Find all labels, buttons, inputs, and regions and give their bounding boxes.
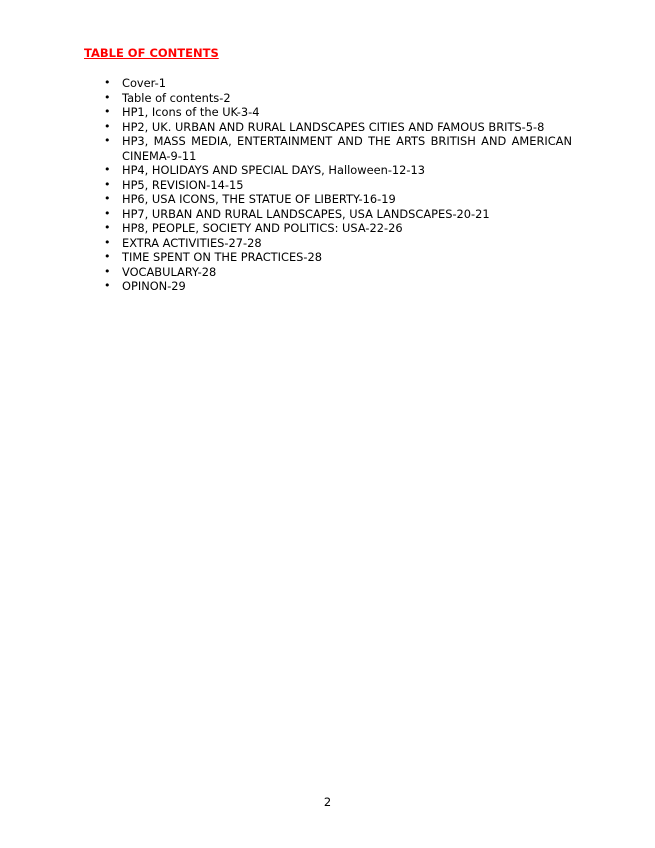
- toc-item: [104, 207, 572, 222]
- toc-item-text: HP7, URBAN AND RURAL LANDSCAPES, USA LANDSCAPES-20-21: [122, 206, 490, 221]
- toc-item: [104, 91, 572, 106]
- bullet-dot-icon: •: [104, 163, 111, 176]
- bullet-dot-icon: •: [104, 192, 111, 205]
- toc-item-text: HP3, MASS MEDIA, ENTERTAINMENT AND THE ARTS BRITISH AND AMERICAN CINEMA-9-11: [122, 134, 572, 163]
- toc-item: [104, 163, 572, 178]
- toc-item: [104, 236, 572, 251]
- toc-item: [104, 134, 572, 163]
- toc-item-text: TIME SPENT ON THE PRACTICES-28: [122, 250, 322, 264]
- toc-item-text: HP1, Icons of the UK-3-4: [122, 105, 260, 119]
- bullet-dot-icon: •: [104, 221, 111, 234]
- toc-item-text: HP6, USA ICONS, THE STATUE OF LIBERTY-16-19: [122, 192, 396, 206]
- toc-item: [104, 279, 572, 294]
- toc-item-text: HP8, PEOPLE, SOCIETY AND POLITICS: USA-22-26: [122, 221, 403, 235]
- toc-item: [104, 250, 572, 265]
- toc-item-text: Table of contents-2: [122, 90, 231, 105]
- toc-item-text: OPINON-29: [122, 279, 186, 293]
- toc-item-text: Cover-1: [122, 76, 166, 90]
- bullet-dot-icon: •: [104, 134, 111, 147]
- toc-item-text: EXTRA ACTIVITIES-27-28: [122, 235, 262, 250]
- bullet-dot-icon: •: [104, 235, 111, 249]
- bullet-dot-icon: •: [104, 105, 111, 118]
- bullet-dot-icon: •: [104, 206, 111, 220]
- page-number: 2: [323, 795, 332, 809]
- toc-heading: TABLE OF CONTENTS: [84, 46, 219, 60]
- toc-item: [104, 120, 572, 135]
- toc-item: [104, 265, 572, 280]
- bullet-dot-icon: •: [104, 90, 111, 104]
- bullet-dot-icon: •: [104, 264, 111, 278]
- bullet-dot-icon: •: [104, 76, 111, 89]
- bullet-dot-icon: •: [104, 177, 111, 191]
- bullet-dot-icon: •: [104, 279, 111, 292]
- toc-item: [104, 105, 572, 120]
- bullet-dot-icon: •: [104, 250, 111, 263]
- toc-item: [104, 76, 572, 91]
- toc-item-text: HP4, HOLIDAYS AND SPECIAL DAYS, Halloween-12-13: [122, 163, 426, 177]
- toc-item-text: HP5, REVISION-14-15: [122, 177, 244, 192]
- toc-item-text: VOCABULARY-28: [122, 264, 217, 279]
- toc-item-text: HP2, UK. URBAN AND RURAL LANDSCAPES CITIES AND FAMOUS BRITS-5-8: [122, 119, 545, 134]
- bullet-dot-icon: •: [104, 119, 111, 133]
- toc-item: [104, 192, 572, 207]
- toc-item: [104, 221, 572, 236]
- toc-list: [104, 76, 572, 294]
- toc-item: [104, 178, 572, 193]
